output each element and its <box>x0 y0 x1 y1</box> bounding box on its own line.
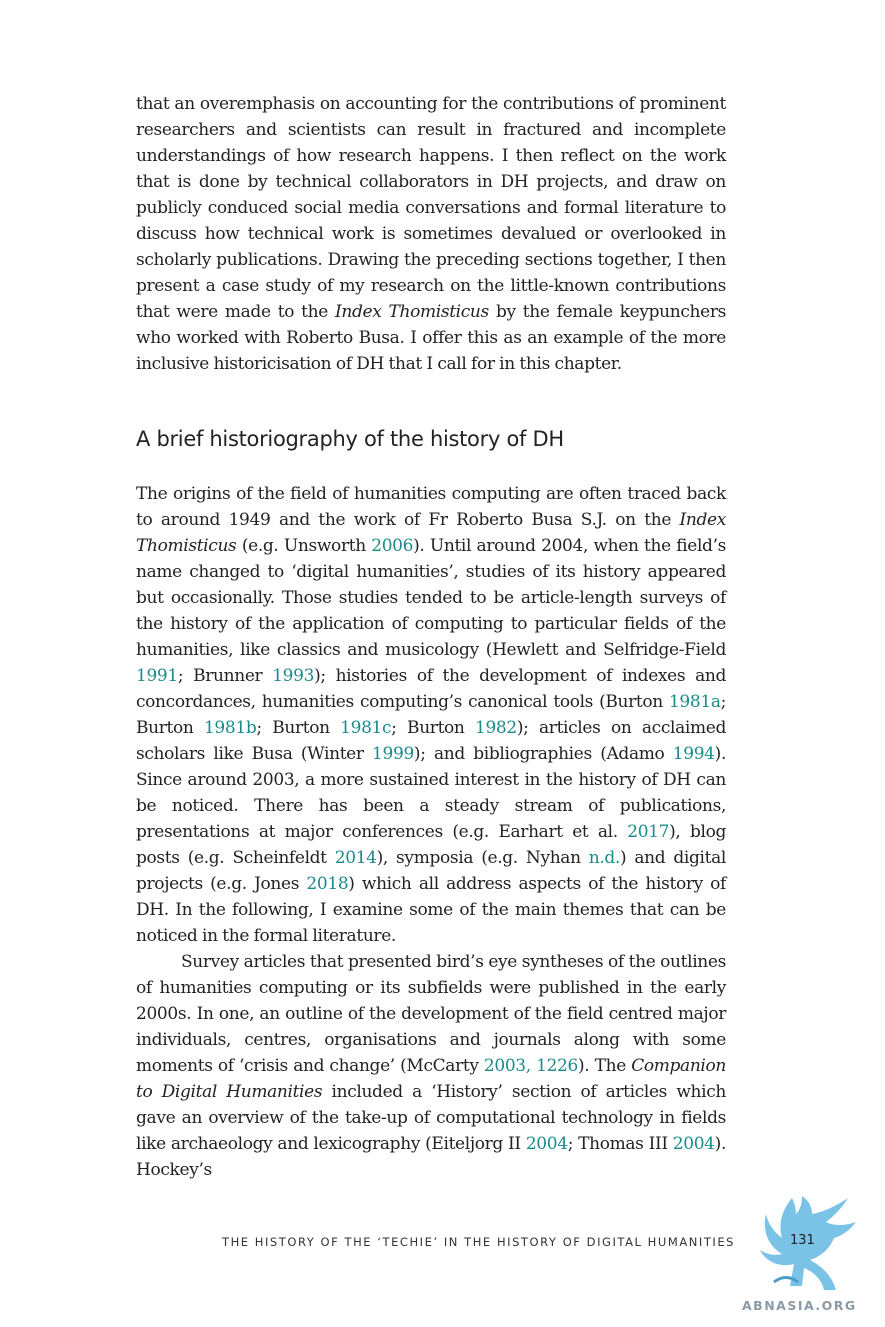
top-paragraph-text: that an overemphasis on accounting for the contributions of prominent researchers and scientists can result in fractured and incomplete understandings of how research happens. I then reflect on the work that is done by technical collaborators in DH projects, and draw on publicly conduced social media conversations and formal literature to discuss how technical work is sometimes devalued or overlooked in scholarly publications. Drawing the preceding sections together, I then present a case study of my research on the little-known contributions that were made to the <box>136 94 726 322</box>
citation-link[interactable]: 2003, 1226 <box>483 1056 578 1076</box>
citation-link[interactable]: 1981b <box>203 718 257 738</box>
text-run: The origins of the field of humanities computing are often traced back to around 1949 and the work of Fr Roberto Busa S.J. on the <box>136 484 726 530</box>
citation-link[interactable]: 2004 <box>525 1134 568 1154</box>
text-run: ; Burton <box>256 718 341 738</box>
page-number: 131 <box>790 1233 815 1248</box>
citation-link[interactable]: 2014 <box>334 848 377 868</box>
citation-link[interactable]: 1982 <box>475 718 517 738</box>
paragraph-origins <box>136 481 726 949</box>
citation-link[interactable]: 1993 <box>272 666 315 686</box>
citation-link[interactable]: 1981a <box>668 692 721 712</box>
text-run: Survey articles that presented bird’s eye syntheses of the outlines of humanities computing or its subfields were published in the early 2000s. In one, an outline of the development of the field centred major individuals, centres, organisations and journals along with some moments of ‘crisis and change’ (McCarty <box>136 952 726 1076</box>
text-run: ); histories of the development of indexes and concordances, humanities computing’s canonical tools (Burton <box>136 666 726 712</box>
citation-link[interactable]: 1981c <box>340 718 392 738</box>
paragraph-survey-articles <box>136 949 726 1183</box>
citation-link[interactable]: n.d. <box>588 848 621 868</box>
text-run: included a ‘History’ section of articles which gave an overview of the take-up of computational technology in fields like archaeology and lexicography (Eiteljorg II <box>136 1082 726 1154</box>
text-run: ; Thomas III <box>567 1134 673 1154</box>
text-run: (e.g. Unsworth <box>236 536 372 556</box>
text-run: ), symposia (e.g. Nyhan <box>376 848 589 868</box>
italic-title: Index Thomisticus <box>136 510 726 556</box>
italic-title: Companion to Digital Humanities <box>136 1056 727 1102</box>
citation-link[interactable]: 2006 <box>371 536 414 556</box>
citation-link[interactable]: 2018 <box>306 874 349 894</box>
section-heading: A brief historiography of the history of DH <box>136 427 564 451</box>
body-text-block <box>136 481 726 1183</box>
text-run: ; Burton <box>391 718 475 738</box>
running-head: THE HISTORY OF THE ‘TECHIE’ IN THE HISTORY OF DIGITAL HUMANITIES <box>222 1235 736 1249</box>
text-run: ) which all address aspects of the history of DH. In the following, I examine some of the main themes that can be noticed in the formal literature. <box>136 874 726 946</box>
top-paragraph <box>136 91 726 377</box>
citation-link[interactable]: 1991 <box>136 666 178 686</box>
top-paragraph-text-end: by the female keypunchers who worked with Roberto Busa. I offer this as an example of the more inclusive historicisation of DH that I call for in this chapter. <box>136 302 726 374</box>
citation-link[interactable]: 2017 <box>627 822 670 842</box>
text-run: ). Until around 2004, when the field’s name changed to ‘digital humanities’, studies of its history appeared but occasionally. Those studies tended to be article-length surveys of the history of the application of computing to particular fields of the humanities, like classics and musicology (Hewlett and Selfridge-Field <box>136 536 727 660</box>
text-run: ). Since around 2003, a more sustained interest in the history of DH can be noticed. There has been a steady stream of publications, presentations at major conferences (e.g. Earhart et al. <box>136 744 726 842</box>
text-run: ); articles on acclaimed scholars like Busa (Winter <box>136 718 726 764</box>
citation-link[interactable]: 2004 <box>672 1134 715 1154</box>
text-run: ). The <box>577 1056 632 1076</box>
citation-link[interactable]: 1994 <box>672 744 715 764</box>
top-paragraph-block <box>136 91 726 377</box>
text-run: ; Burton <box>136 692 726 738</box>
text-run: ). Hockey’s <box>136 1134 726 1180</box>
citation-link[interactable]: 1999 <box>372 744 414 764</box>
text-run: ), blog posts (e.g. Scheinfeldt <box>136 822 726 868</box>
watermark-text: ABNASIA.ORG <box>742 1298 857 1313</box>
text-run: ) and digital projects (e.g. Jones <box>136 848 726 894</box>
text-run: ); and bibliographies (Adamo <box>413 744 673 764</box>
index-thomisticus-title: Index Thomisticus <box>334 302 489 322</box>
text-run: ; Brunner <box>177 666 273 686</box>
